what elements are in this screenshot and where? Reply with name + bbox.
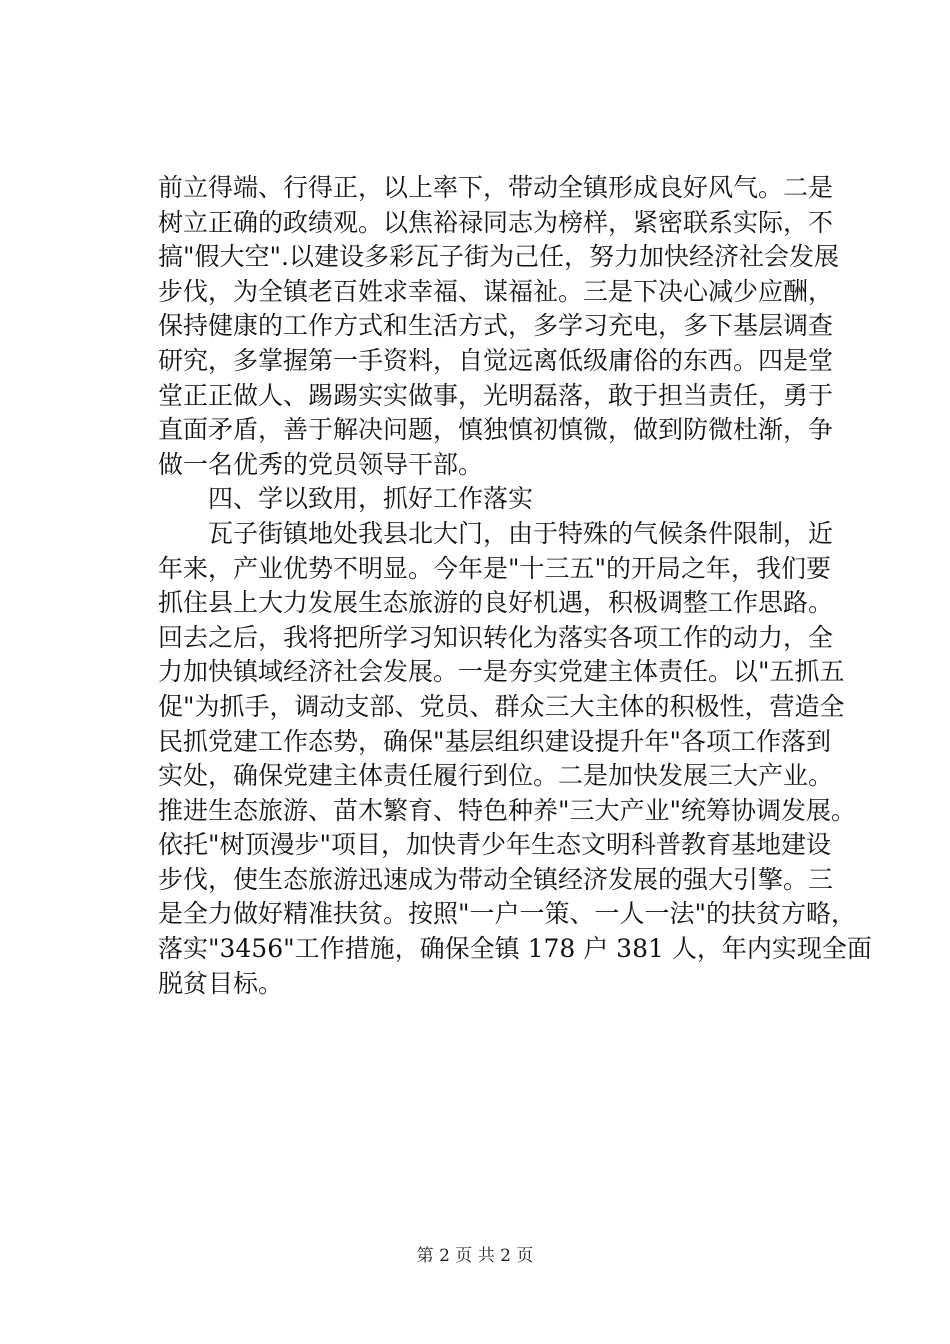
text-line: 直面矛盾，善于解决问题，慎独慎初慎微，做到防微杜渐，争 [158, 415, 834, 445]
text-line: 依托"树顶漫步"项目，加快青少年生态文明科普教育基地建设 [158, 830, 832, 860]
text-line: 年来，产业优势不明显。今年是"十三五"的开局之年，我们要 [158, 553, 832, 583]
text-line: 瓦子街镇地处我县北大门，由于特殊的气候条件限制，近 [158, 518, 834, 548]
text-line: 是全力做好精准扶贫。按照"一户一策、一人一法"的扶贫方略， [158, 899, 857, 929]
text-line: 抓住县上大力发展生态旅游的良好机遇，积极调整工作思路。 [158, 588, 834, 618]
text-line: 前立得端、行得正，以上率下，带动全镇形成良好风气。二是 [158, 173, 834, 202]
text-line: 堂正正做人、踢踢实实做事，光明磊落，敢于担当责任，勇于 [158, 380, 834, 410]
text-line: 步伐，使生态旅游迅速成为带动全镇经济发展的强大引擎。三 [158, 864, 834, 894]
text-line: 民抓党建工作态势，确保"基层组织建设提升年"各项工作落到 [158, 726, 832, 756]
text-line: 研究，多掌握第一手资料，自觉远离低级庸俗的东西。四是堂 [158, 345, 834, 375]
text-line: 树立正确的政绩观。以焦裕禄同志为榜样，紧密联系实际，不 [158, 207, 834, 237]
text-line: 推进生态旅游、苗木繁育、特色种养"三大产业"统筹协调发展。 [158, 795, 857, 825]
text-line: 实处，确保党建主体责任履行到位。二是加快发展三大产业。 [158, 761, 834, 791]
text-line: 落实"3456"工作措施，确保全镇 178 户 381 人，年内实现全面 [158, 934, 872, 964]
text-line: 回去之后，我将把所学习知识转化为落实各项工作的动力，全 [158, 622, 834, 652]
text-line: 脱贫目标。 [158, 968, 284, 998]
text-line: 力加快镇域经济社会发展。一是夯实党建主体责任。以"五抓五 [158, 657, 845, 687]
page-footer [0, 1246, 950, 1266]
text-line: 保持健康的工作方式和生活方式，多学习充电，多下基层调查 [158, 311, 834, 341]
text-line: 促"为抓手，调动支部、党员、群众三大主体的积极性，营造全 [158, 691, 845, 721]
text-line: 步伐，为全镇老百姓求幸福、谋福祉。三是下决心减少应酬， [158, 276, 834, 306]
text-line: 搞"假大空".以建设多彩瓦子街为己任，努力加快经济社会发展 [158, 242, 839, 272]
body-text [158, 171, 872, 1001]
section-heading: 四、学以致用，抓好工作落实 [158, 484, 534, 514]
page-number: 第 2 页 共 2 页 [416, 1246, 534, 1266]
text-line: 做一名优秀的党员领导干部。 [158, 449, 484, 479]
